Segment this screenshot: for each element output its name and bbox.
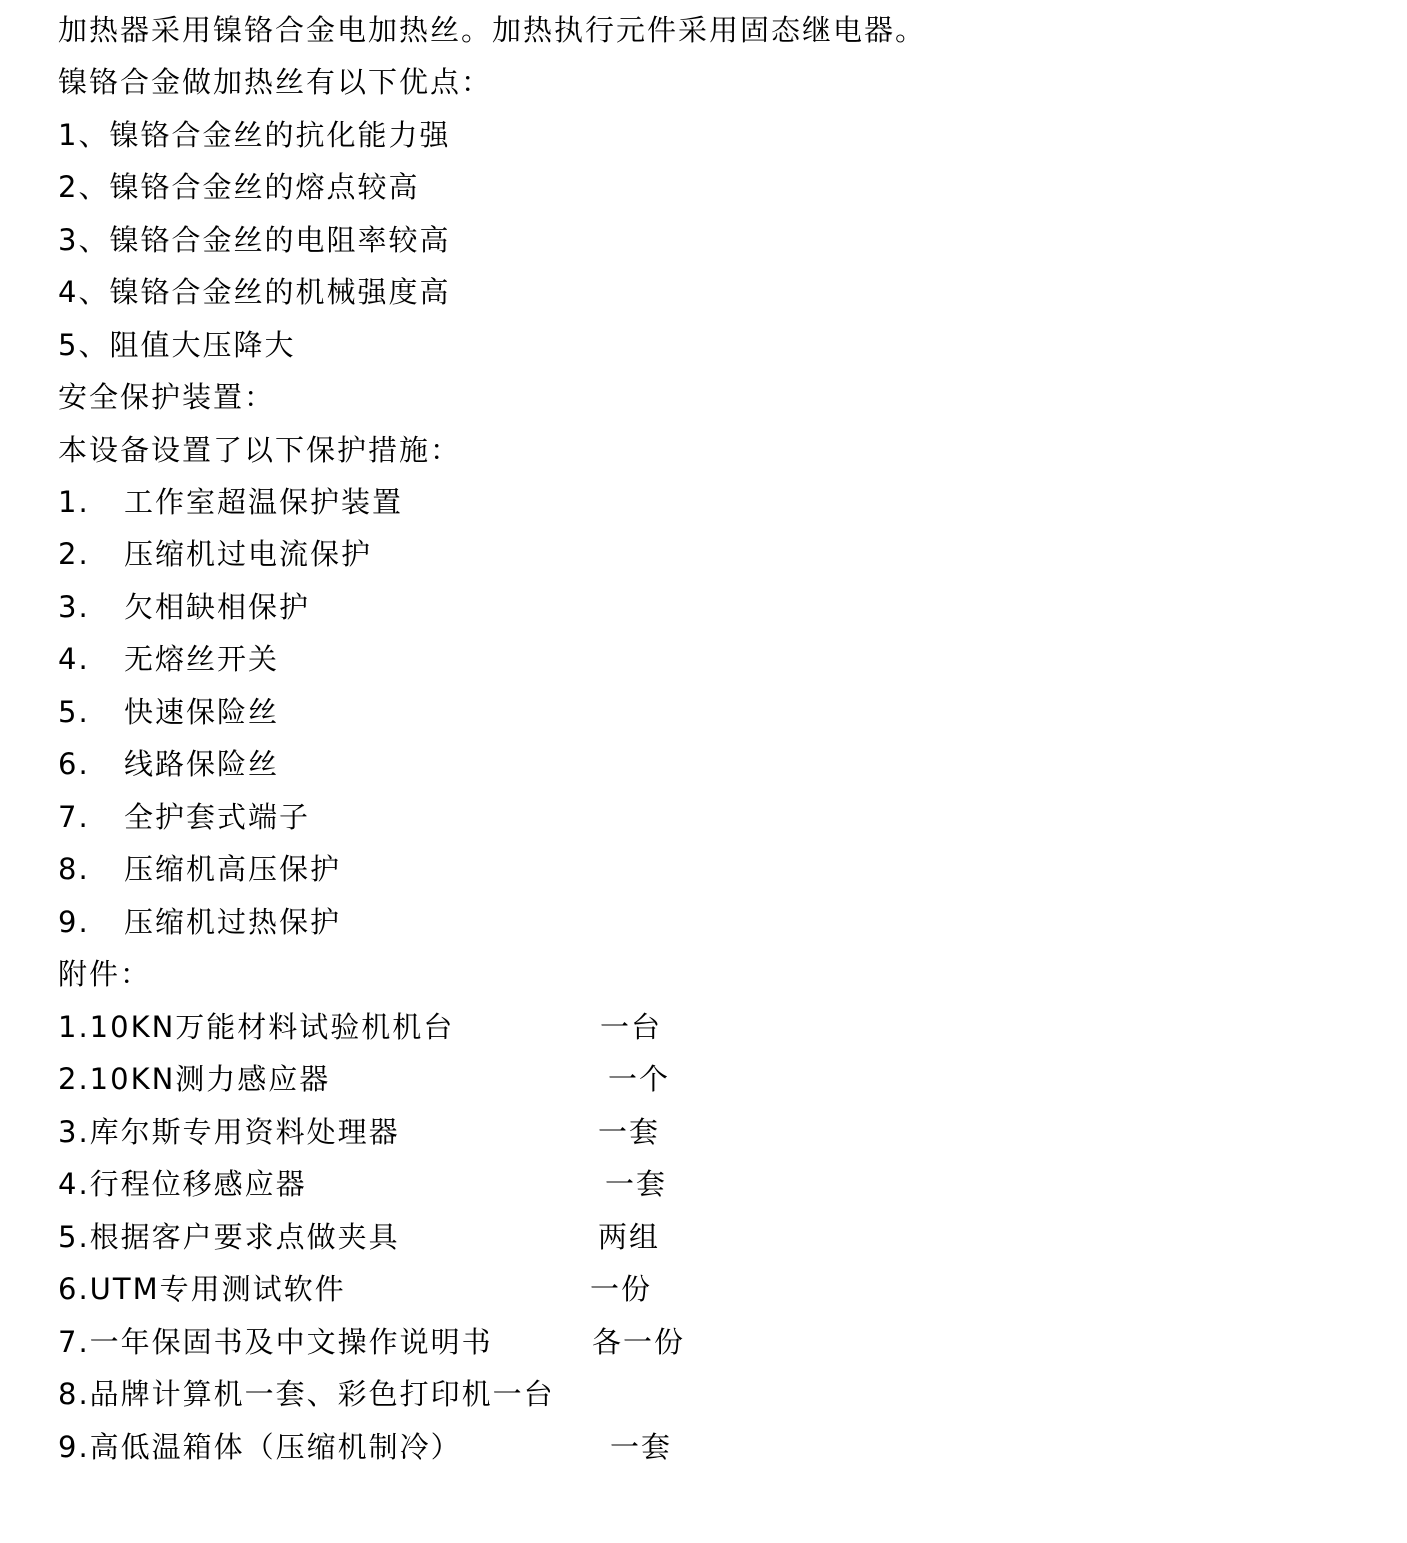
intro-heater-text: 加热器采用镍铬合金电加热丝。加热执行元件采用固态继电器。 bbox=[58, 13, 927, 47]
protection-item bbox=[58, 849, 341, 889]
protection-number: 7. bbox=[58, 800, 90, 834]
protection-text: 线路保险丝 bbox=[124, 747, 280, 781]
accessory-item: 2.10KN测力感应器 bbox=[58, 1062, 331, 1096]
advantage-item: 5、阻值大压降大 bbox=[58, 328, 296, 362]
advantage-item: 3、镍铬合金丝的电阻率较高 bbox=[58, 223, 451, 257]
safety-heading: 安全保护装置： bbox=[58, 380, 276, 414]
protection-text: 工作室超温保护装置 bbox=[124, 485, 404, 519]
protection-number: 9. bbox=[58, 905, 90, 939]
protection-item bbox=[58, 482, 403, 522]
protection-text: 压缩机过热保护 bbox=[124, 905, 342, 939]
protection-number: 4. bbox=[58, 642, 90, 676]
protection-number: 1. bbox=[58, 485, 90, 519]
accessory-item: 6.UTM专用测试软件 bbox=[58, 1272, 346, 1306]
accessory-quantity: 一台 bbox=[600, 1010, 663, 1044]
protection-number: 8. bbox=[58, 852, 90, 886]
protection-number: 5. bbox=[58, 695, 90, 729]
accessory-quantity: 一个 bbox=[608, 1062, 671, 1096]
protection-item bbox=[58, 797, 310, 837]
protection-text: 全护套式端子 bbox=[124, 800, 311, 834]
protection-text: 欠相缺相保护 bbox=[124, 590, 311, 624]
protection-item bbox=[58, 692, 279, 732]
protection-number: 3. bbox=[58, 590, 90, 624]
protection-item bbox=[58, 639, 279, 679]
advantages-heading: 镍铬合金做加热丝有以下优点： bbox=[58, 65, 493, 99]
accessory-quantity: 一套 bbox=[598, 1115, 661, 1149]
protection-number: 6. bbox=[58, 747, 90, 781]
accessory-item: 9.高低温箱体（压缩机制冷） bbox=[58, 1430, 462, 1464]
accessory-item: 3.库尔斯专用资料处理器 bbox=[58, 1115, 400, 1149]
accessory-item: 5.根据客户要求点做夹具 bbox=[58, 1220, 400, 1254]
accessory-item: 8.品牌计算机一套、彩色打印机一台 bbox=[58, 1377, 555, 1411]
accessory-quantity: 各一份 bbox=[592, 1325, 686, 1359]
accessory-quantity: 一套 bbox=[605, 1167, 668, 1201]
accessory-item: 7.一年保固书及中文操作说明书 bbox=[58, 1325, 493, 1359]
accessory-item: 1.10KN万能材料试验机机台 bbox=[58, 1010, 455, 1044]
protection-text: 无熔丝开关 bbox=[124, 642, 280, 676]
accessory-quantity: 一套 bbox=[610, 1430, 673, 1464]
protection-item bbox=[58, 902, 341, 942]
protection-text: 快速保险丝 bbox=[124, 695, 280, 729]
protection-number: 2. bbox=[58, 537, 90, 571]
accessories-heading: 附件： bbox=[58, 957, 152, 991]
protection-item bbox=[58, 534, 372, 574]
advantage-item: 2、镍铬合金丝的熔点较高 bbox=[58, 170, 420, 204]
protection-item bbox=[58, 587, 310, 627]
safety-intro: 本设备设置了以下保护措施： bbox=[58, 433, 462, 467]
protection-item bbox=[58, 744, 279, 784]
accessory-item: 4.行程位移感应器 bbox=[58, 1167, 307, 1201]
advantage-item: 4、镍铬合金丝的机械强度高 bbox=[58, 275, 451, 309]
protection-text: 压缩机高压保护 bbox=[124, 852, 342, 886]
advantage-item: 1、镍铬合金丝的抗化能力强 bbox=[58, 118, 451, 152]
accessory-quantity: 两组 bbox=[598, 1220, 661, 1254]
protection-text: 压缩机过电流保护 bbox=[124, 537, 373, 571]
accessory-quantity: 一份 bbox=[590, 1272, 653, 1306]
